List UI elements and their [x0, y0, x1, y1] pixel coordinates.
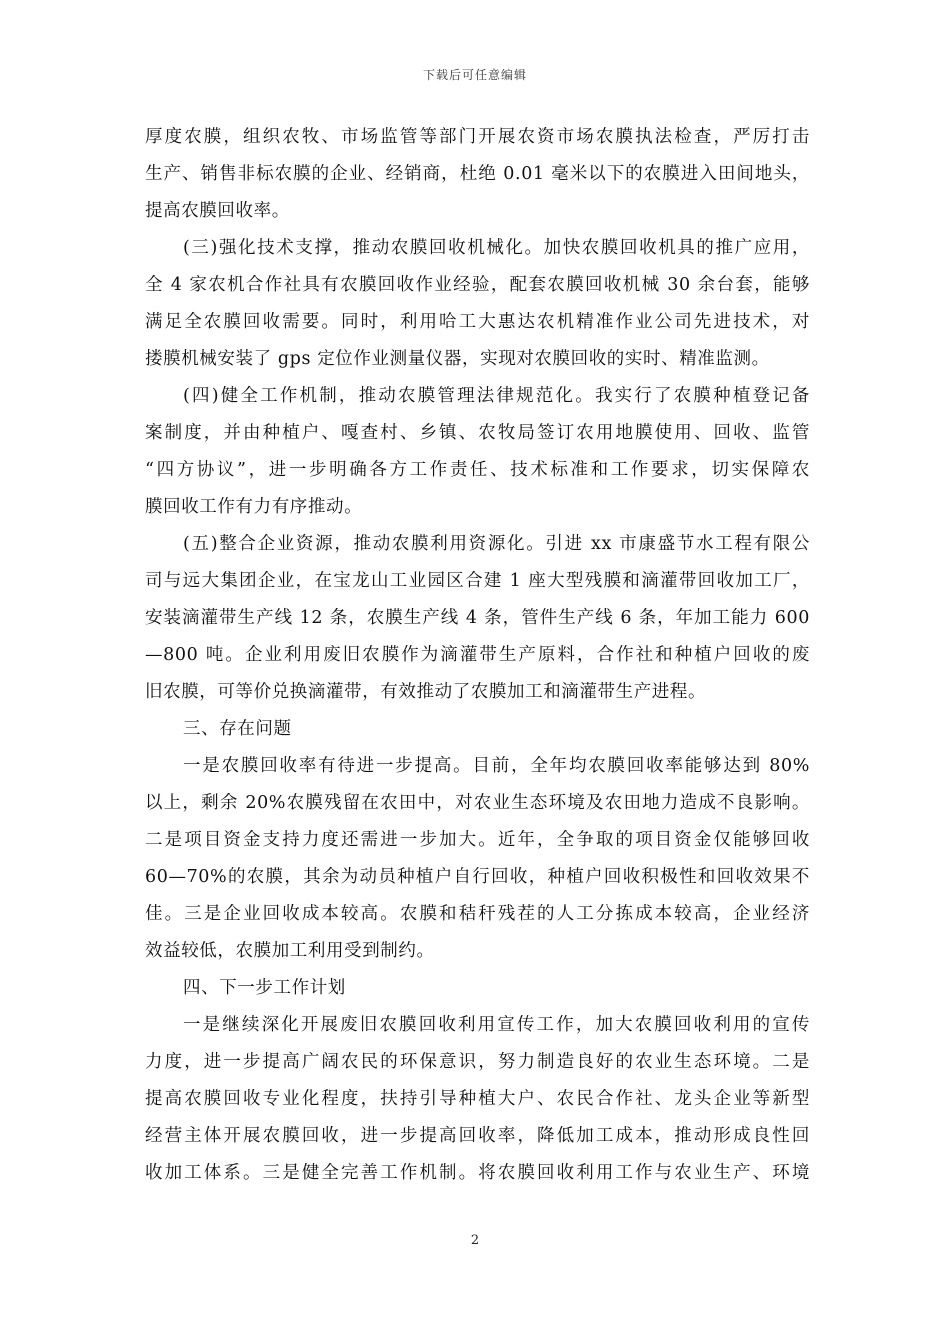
text-line: —800 吨。企业利用废旧农膜作为滴灌带生产原料，合作社和种植户回收的废 [145, 645, 810, 665]
text-line: 三、存在问题 [183, 719, 292, 739]
text-line: 安装滴灌带生产线 12 条，农膜生产线 4 条，管件生产线 6 条，年加工能力 600 [145, 608, 810, 628]
text-line: 提高农膜回收专业化程度，扶持引导种植大户、农民合作社、龙头企业等新型 [145, 1089, 810, 1109]
page-number: 2 [470, 1233, 480, 1248]
text-line: 一是继续深化开展废旧农膜回收利用宣传工作，加大农膜回收利用的宣传 [183, 1015, 810, 1035]
text-line: 佳。三是企业回收成本较高。农膜和秸秆残茬的人工分拣成本较高，企业经济 [145, 904, 810, 924]
text-line: 一是农膜回收率有待进一步提高。目前，全年均农膜回收率能够达到 80% [183, 756, 810, 776]
text-line: 全 4 家农机合作社具有农膜回收作业经验，配套农膜回收机械 30 余台套，能够 [145, 275, 810, 295]
text-line: 效益较低，农膜加工利用受到制约。 [145, 941, 435, 961]
text-line: 司与远大集团企业，在宝龙山工业园区合建 1 座大型残膜和滴灌带回收加工厂， [145, 571, 810, 591]
text-line: 60—70%的农膜，其余为动员种植户自行回收，种植户回收积极性和回收效果不 [145, 867, 810, 887]
text-line: 四、下一步工作计划 [183, 978, 346, 998]
text-line: 旧农膜，可等价兑换滴灌带，有效推动了农膜加工和滴灌带生产进程。 [145, 682, 707, 702]
text-line: (四)健全工作机制，推动农膜管理法律规范化。我实行了农膜种植登记备 [183, 386, 810, 406]
text-line: 力度，进一步提高广阔农民的环保意识，努力制造良好的农业生态环境。二是 [145, 1052, 810, 1072]
text-line: 案制度，并由种植户、嘎查村、乡镇、农牧局签订农用地膜使用、回收、监管 [145, 423, 810, 443]
text-line: 厚度农膜，组织农牧、市场监管等部门开展农资市场农膜执法检查，严厉打击 [145, 127, 810, 147]
text-line: 膜回收工作有力有序推动。 [145, 497, 363, 517]
text-line: (五)整合企业资源，推动农膜利用资源化。引进 xx 市康盛节水工程有限公 [183, 534, 810, 554]
text-line: 二是项目资金支持力度还需进一步加大。近年，全争取的项目资金仅能够回收 [145, 830, 810, 850]
text-line: 收加工体系。三是健全完善工作机制。将农膜回收利用工作与农业生产、环境 [145, 1163, 810, 1183]
text-line: 以上，剩余 20%农膜残留在农田中，对农业生态环境及农田地力造成不良影响。 [145, 793, 810, 813]
text-line: 生产、销售非标农膜的企业、经销商，杜绝 0.01 毫米以下的农膜进入田间地头， [145, 164, 810, 184]
text-line: 经营主体开展农膜回收，进一步提高回收率，降低加工成本，推动形成良性回 [145, 1126, 810, 1146]
text-line: 提高农膜回收率。 [145, 201, 290, 221]
text-line: (三)强化技术支撑，推动农膜回收机械化。加快农膜回收机具的推广应用， [183, 238, 810, 258]
page-header: 下载后可任意编辑 [422, 68, 527, 82]
text-line: 搂膜机械安装了 gps 定位作业测量仪器，实现对农膜回收的实时、精准监测。 [145, 349, 770, 369]
text-line: 满足全农膜回收需要。同时，利用哈工大惠达农机精准作业公司先进技术，对 [145, 312, 810, 332]
document-body [145, 119, 810, 1192]
text-line: “四方协议”，进一步明确各方工作责任、技术标准和工作要求，切实保障农 [145, 460, 810, 480]
